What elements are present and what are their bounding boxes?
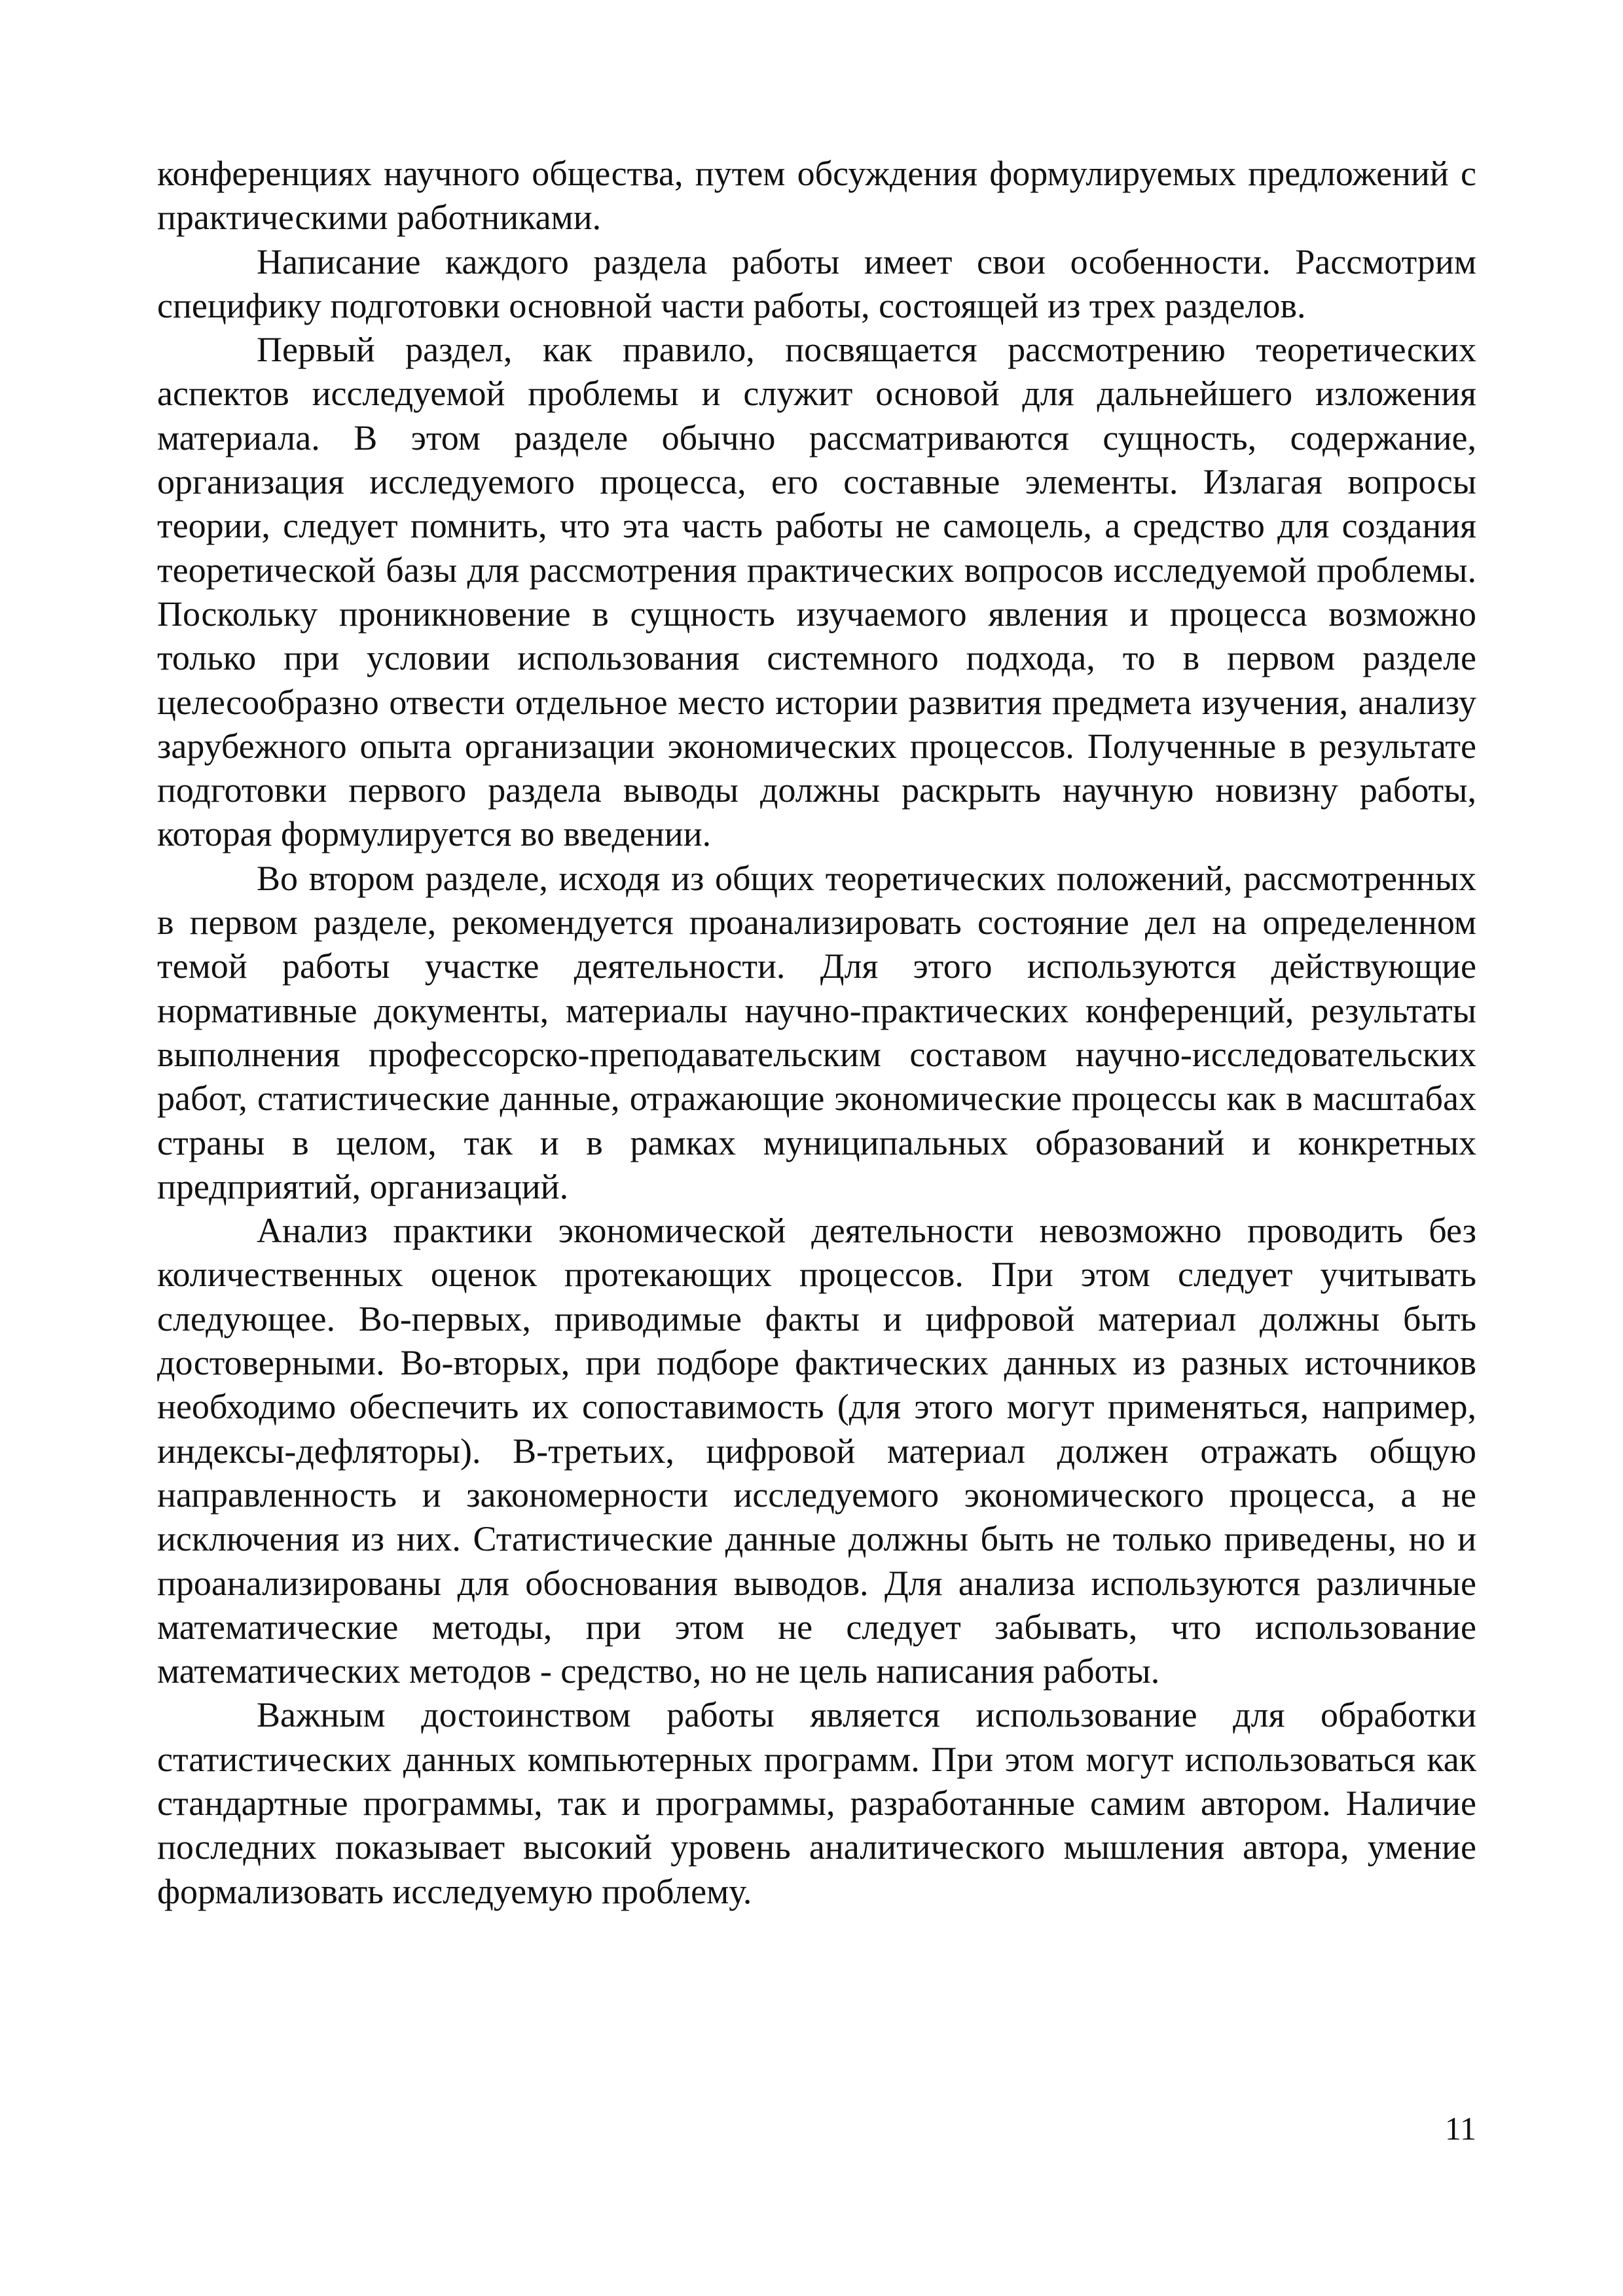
page-number: 11	[1444, 2110, 1476, 2147]
paragraph-computer-programs: Важным достоинством работы является использование для обработки статистических данных компьютерных программ. При этом могут использоваться как стандартные программы, так и программы, разработанные самим автором. Наличие последних показывает высокий уровень аналитического мышления автора, умение формализовать исследуемую проблему.	[157, 1695, 1476, 1911]
paragraph-section-specifics: Написание каждого раздела работы имеет свои особенности. Рассмотрим специфику подготовки основной части работы, состоящей из трех разделов.	[157, 242, 1476, 325]
paragraph-analysis-practice: Анализ практики экономической деятельности невозможно проводить без количественных оценок протекающих процессов. При этом следует учитывать следующее. Во-первых, приводимые факты и цифровой материал должны быть достоверными. Во-вторых, при подборе фактических данных из разных источников необходимо обеспечить их сопоставимость (для этого могут применяться, например, индексы-дефляторы). В-третьих, цифровой материал должен отражать общую направленность и закономерности исследуемого экономического процесса, а не исключения из них. Статистические данные должны быть не только приведены, но и проанализированы для обоснования выводов. Для анализа используются различные математические методы, при этом не следует забывать, что использование математических методов - средство, но не цель написания работы.	[157, 1211, 1476, 1691]
body-text	[157, 152, 1476, 1914]
paragraph-first-section: Первый раздел, как правило, посвящается рассмотрению теоретических аспектов исследуемой проблемы и служит основой для дальнейшего изложения материала. В этом разделе обычно рассматриваются сущность, содержание, организация исследуемого процесса, его составные элементы. Излагая вопросы теории, следует помнить, что эта часть работы не самоцель, а средство для создания теоретической базы для рассмотрения практических вопросов исследуемой проблемы. Поскольку проникновение в сущность изучаемого явления и процесса возможно только при условии использования системного подхода, то в первом разделе целесообразно отвести отдельное место истории развития предмета изучения, анализу зарубежного опыта организации экономических процессов. Полученные в результате подготовки первого раздела выводы должны раскрыть научную новизну работы, которая формулируется во введении.	[157, 330, 1476, 854]
paragraph-continuation: конференциях научного общества, путем обсуждения формулируемых предложений с практическими работниками.	[157, 154, 1476, 238]
paragraph-second-section: Во втором разделе, исходя из общих теоретических положений, рассмотренных в первом разделе, рекомендуется проанализировать состояние дел на определенном темой работы участке деятельности. Для этого используются действующие нормативные документы, материалы научно-практических конференций, результаты выполнения профессорско-преподавательским составом научно-исследовательских работ, статистические данные, отражающие экономические процессы как в масштабах страны в целом, так и в рамках муниципальных образований и конкретных предприятий, организаций.	[157, 858, 1476, 1206]
